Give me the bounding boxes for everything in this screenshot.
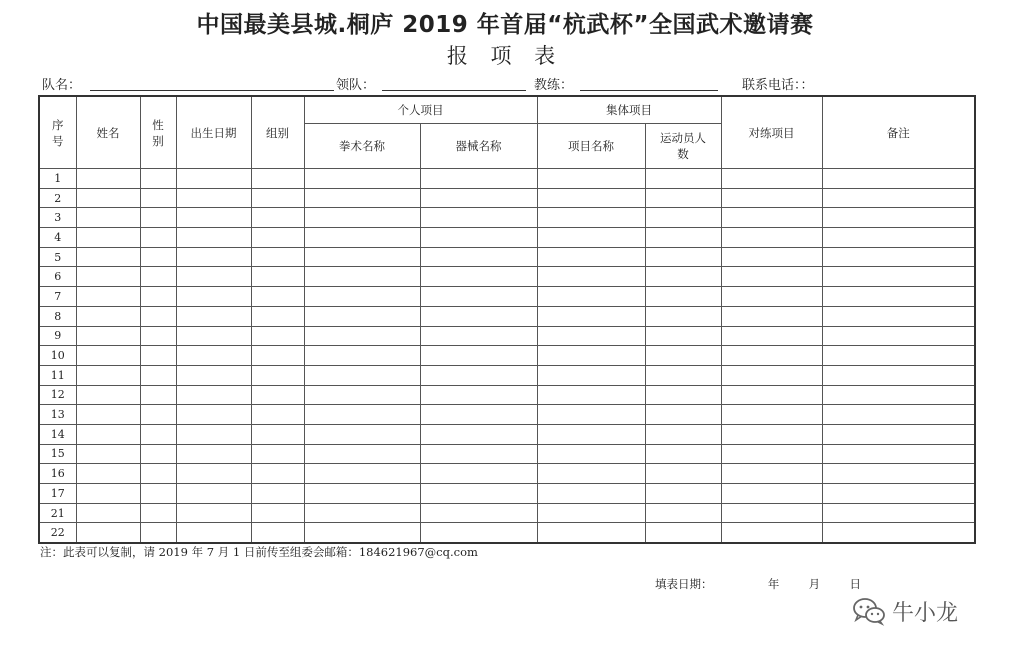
row-number: 11 bbox=[39, 365, 76, 385]
table-cell[interactable] bbox=[304, 424, 420, 444]
table-cell[interactable] bbox=[420, 405, 537, 425]
table-cell[interactable] bbox=[420, 267, 537, 287]
table-row bbox=[39, 464, 975, 484]
table-cell[interactable] bbox=[76, 188, 140, 208]
table-cell[interactable] bbox=[721, 247, 822, 267]
table-cell[interactable] bbox=[251, 464, 304, 484]
table-cell[interactable] bbox=[420, 208, 537, 228]
fill-date-month: 月 bbox=[808, 577, 821, 591]
table-cell[interactable] bbox=[304, 385, 420, 405]
table-cell[interactable] bbox=[822, 444, 975, 464]
table-row bbox=[39, 523, 975, 543]
table-cell[interactable] bbox=[645, 346, 721, 366]
table-cell[interactable] bbox=[721, 208, 822, 228]
table-cell[interactable] bbox=[645, 306, 721, 326]
table-cell[interactable] bbox=[76, 464, 140, 484]
row-number: 13 bbox=[39, 405, 76, 425]
table-cell[interactable] bbox=[721, 405, 822, 425]
table-cell[interactable] bbox=[140, 287, 176, 307]
wechat-icon bbox=[852, 596, 886, 626]
table-cell[interactable] bbox=[537, 503, 645, 523]
table-cell[interactable] bbox=[822, 346, 975, 366]
table-cell[interactable] bbox=[721, 484, 822, 504]
table-cell[interactable] bbox=[176, 365, 251, 385]
table-cell[interactable] bbox=[251, 503, 304, 523]
table-row bbox=[39, 385, 975, 405]
table-cell[interactable] bbox=[176, 247, 251, 267]
table-cell[interactable] bbox=[822, 208, 975, 228]
table-cell[interactable] bbox=[420, 424, 537, 444]
table-cell[interactable] bbox=[822, 287, 975, 307]
table-cell[interactable] bbox=[251, 188, 304, 208]
table-cell[interactable] bbox=[537, 484, 645, 504]
table-cell[interactable] bbox=[822, 326, 975, 346]
table-cell[interactable] bbox=[822, 247, 975, 267]
table-cell[interactable] bbox=[140, 228, 176, 248]
table-cell[interactable] bbox=[251, 424, 304, 444]
table-cell[interactable] bbox=[822, 267, 975, 287]
table-cell[interactable] bbox=[537, 346, 645, 366]
table-cell[interactable] bbox=[176, 523, 251, 543]
table-cell[interactable] bbox=[76, 306, 140, 326]
table-cell[interactable] bbox=[76, 267, 140, 287]
table-cell[interactable] bbox=[304, 306, 420, 326]
table-cell[interactable] bbox=[645, 326, 721, 346]
table-cell[interactable] bbox=[822, 228, 975, 248]
header-team-events: 集体项目 bbox=[537, 96, 721, 124]
table-cell[interactable] bbox=[304, 326, 420, 346]
table-cell[interactable] bbox=[140, 169, 176, 189]
table-cell[interactable] bbox=[176, 326, 251, 346]
row-number: 22 bbox=[39, 523, 76, 543]
table-cell[interactable] bbox=[140, 247, 176, 267]
table-cell[interactable] bbox=[176, 385, 251, 405]
table-cell[interactable] bbox=[251, 247, 304, 267]
row-number: 7 bbox=[39, 287, 76, 307]
table-cell[interactable] bbox=[76, 346, 140, 366]
table-cell[interactable] bbox=[420, 523, 537, 543]
table-cell[interactable] bbox=[176, 208, 251, 228]
header-seq: 序 号 bbox=[39, 96, 76, 169]
header-fist-name: 拳术名称 bbox=[304, 124, 420, 169]
table-row bbox=[39, 247, 975, 267]
table-cell[interactable] bbox=[304, 523, 420, 543]
form-title: 中国最美县城.桐庐 2019 年首届“杭武杯”全国武术邀请赛 bbox=[196, 12, 814, 38]
table-cell[interactable] bbox=[645, 287, 721, 307]
table-cell[interactable] bbox=[140, 267, 176, 287]
leader-field[interactable] bbox=[382, 90, 526, 91]
table-cell[interactable] bbox=[251, 385, 304, 405]
table-cell[interactable] bbox=[721, 287, 822, 307]
table-cell[interactable] bbox=[645, 405, 721, 425]
header-individual-events: 个人项目 bbox=[304, 96, 537, 124]
table-cell[interactable] bbox=[140, 523, 176, 543]
table-cell[interactable] bbox=[304, 464, 420, 484]
watermark-text: 牛小龙 bbox=[892, 600, 959, 626]
table-cell[interactable] bbox=[304, 169, 420, 189]
table-cell[interactable] bbox=[537, 169, 645, 189]
row-number: 8 bbox=[39, 306, 76, 326]
table-cell[interactable] bbox=[251, 208, 304, 228]
registration-table bbox=[38, 95, 976, 544]
table-cell[interactable] bbox=[721, 326, 822, 346]
table-cell[interactable] bbox=[645, 484, 721, 504]
table-cell[interactable] bbox=[537, 326, 645, 346]
table-cell[interactable] bbox=[76, 523, 140, 543]
table-cell[interactable] bbox=[537, 306, 645, 326]
table-cell[interactable] bbox=[420, 464, 537, 484]
table-row bbox=[39, 208, 975, 228]
row-number: 9 bbox=[39, 326, 76, 346]
table-cell[interactable] bbox=[140, 208, 176, 228]
table-cell[interactable] bbox=[176, 169, 251, 189]
table-cell[interactable] bbox=[304, 346, 420, 366]
table-cell[interactable] bbox=[251, 228, 304, 248]
table-cell[interactable] bbox=[537, 523, 645, 543]
table-row bbox=[39, 326, 975, 346]
row-number: 12 bbox=[39, 385, 76, 405]
table-row bbox=[39, 444, 975, 464]
row-number: 2 bbox=[39, 188, 76, 208]
table-cell[interactable] bbox=[645, 267, 721, 287]
table-cell[interactable] bbox=[76, 365, 140, 385]
table-cell[interactable] bbox=[721, 464, 822, 484]
table-cell[interactable] bbox=[537, 405, 645, 425]
table-cell[interactable] bbox=[537, 247, 645, 267]
table-cell[interactable] bbox=[176, 267, 251, 287]
header-sparring: 对练项目 bbox=[721, 96, 822, 169]
table-cell[interactable] bbox=[251, 523, 304, 543]
table-cell[interactable] bbox=[420, 247, 537, 267]
table-cell[interactable] bbox=[721, 365, 822, 385]
table-cell[interactable] bbox=[140, 424, 176, 444]
table-cell[interactable] bbox=[76, 405, 140, 425]
phone-label: 联系电话：： bbox=[742, 78, 814, 93]
table-cell[interactable] bbox=[721, 188, 822, 208]
table-cell[interactable] bbox=[176, 405, 251, 425]
table-cell[interactable] bbox=[304, 287, 420, 307]
table-cell[interactable] bbox=[420, 365, 537, 385]
table-cell[interactable] bbox=[304, 228, 420, 248]
team-label: 队名： bbox=[42, 78, 82, 93]
row-number: 14 bbox=[39, 424, 76, 444]
table-row bbox=[39, 188, 975, 208]
header-birth-date: 出生日期 bbox=[176, 96, 251, 169]
table-cell[interactable] bbox=[176, 346, 251, 366]
table-cell[interactable] bbox=[645, 208, 721, 228]
table-cell[interactable] bbox=[140, 306, 176, 326]
table-cell[interactable] bbox=[76, 247, 140, 267]
table-cell[interactable] bbox=[721, 444, 822, 464]
table-row bbox=[39, 346, 975, 366]
table-cell[interactable] bbox=[822, 385, 975, 405]
table-cell[interactable] bbox=[537, 267, 645, 287]
table-cell[interactable] bbox=[176, 424, 251, 444]
row-number: 15 bbox=[39, 444, 76, 464]
table-cell[interactable] bbox=[420, 306, 537, 326]
table-cell[interactable] bbox=[176, 287, 251, 307]
table-cell[interactable] bbox=[140, 188, 176, 208]
table-cell[interactable] bbox=[645, 523, 721, 543]
table-cell[interactable] bbox=[537, 385, 645, 405]
header-gender: 性 别 bbox=[140, 96, 176, 169]
table-cell[interactable] bbox=[645, 228, 721, 248]
table-cell[interactable] bbox=[420, 385, 537, 405]
table-cell[interactable] bbox=[251, 306, 304, 326]
table-cell[interactable] bbox=[420, 484, 537, 504]
table-cell[interactable] bbox=[140, 385, 176, 405]
table-body bbox=[39, 169, 975, 544]
watermark bbox=[852, 596, 958, 626]
table-cell[interactable] bbox=[176, 188, 251, 208]
table-cell[interactable] bbox=[645, 188, 721, 208]
header-name: 姓名 bbox=[76, 96, 140, 169]
fill-date-label: 填表日期： bbox=[655, 577, 713, 591]
row-number: 17 bbox=[39, 484, 76, 504]
table-cell[interactable] bbox=[721, 424, 822, 444]
header-remarks: 备注 bbox=[822, 96, 975, 169]
table-cell[interactable] bbox=[822, 523, 975, 543]
fill-date bbox=[655, 576, 861, 592]
table-cell[interactable] bbox=[251, 405, 304, 425]
table-cell[interactable] bbox=[420, 503, 537, 523]
coach-label: 教练： bbox=[534, 78, 574, 93]
table-row bbox=[39, 484, 975, 504]
table-cell[interactable] bbox=[304, 484, 420, 504]
table-cell[interactable] bbox=[76, 385, 140, 405]
table-cell[interactable] bbox=[76, 503, 140, 523]
row-number: 21 bbox=[39, 503, 76, 523]
table-cell[interactable] bbox=[176, 228, 251, 248]
table-cell[interactable] bbox=[721, 267, 822, 287]
table-cell[interactable] bbox=[537, 365, 645, 385]
table-row bbox=[39, 424, 975, 444]
row-number: 10 bbox=[39, 346, 76, 366]
table-row bbox=[39, 365, 975, 385]
table-cell[interactable] bbox=[251, 346, 304, 366]
table-cell[interactable] bbox=[537, 444, 645, 464]
table-cell[interactable] bbox=[140, 484, 176, 504]
table-cell[interactable] bbox=[140, 464, 176, 484]
table-cell[interactable] bbox=[645, 169, 721, 189]
table-row bbox=[39, 306, 975, 326]
table-cell[interactable] bbox=[76, 287, 140, 307]
header-group: 组别 bbox=[251, 96, 304, 169]
table-cell[interactable] bbox=[645, 464, 721, 484]
table-cell[interactable] bbox=[76, 444, 140, 464]
table-cell[interactable] bbox=[176, 444, 251, 464]
table-cell[interactable] bbox=[822, 405, 975, 425]
table-cell[interactable] bbox=[304, 365, 420, 385]
table-cell[interactable] bbox=[721, 523, 822, 543]
table-row bbox=[39, 405, 975, 425]
table-cell[interactable] bbox=[822, 365, 975, 385]
coach-field[interactable] bbox=[580, 90, 718, 91]
fill-date-year: 年 bbox=[767, 577, 780, 591]
table-cell[interactable] bbox=[251, 365, 304, 385]
table-cell[interactable] bbox=[537, 424, 645, 444]
table-cell[interactable] bbox=[304, 444, 420, 464]
table-cell[interactable] bbox=[304, 247, 420, 267]
leader-label: 领队： bbox=[336, 78, 376, 93]
row-number: 4 bbox=[39, 228, 76, 248]
table-cell[interactable] bbox=[645, 365, 721, 385]
table-cell[interactable] bbox=[645, 247, 721, 267]
footnote: 注：此表可以复制，请 2019 年 7 月 1 日前传至组委会邮箱：184621967@cq.com bbox=[40, 545, 478, 559]
header-athlete-count: 运动员人 数 bbox=[645, 124, 721, 169]
table-cell[interactable] bbox=[537, 208, 645, 228]
table-cell[interactable] bbox=[76, 484, 140, 504]
form-subtitle: 报 项 表 bbox=[446, 44, 564, 68]
table-cell[interactable] bbox=[140, 326, 176, 346]
table-cell[interactable] bbox=[420, 169, 537, 189]
row-number: 1 bbox=[39, 169, 76, 189]
table-row bbox=[39, 287, 975, 307]
table-cell[interactable] bbox=[251, 484, 304, 504]
table-cell[interactable] bbox=[176, 484, 251, 504]
table-cell[interactable] bbox=[721, 228, 822, 248]
table-cell[interactable] bbox=[420, 444, 537, 464]
table-cell[interactable] bbox=[537, 287, 645, 307]
table-cell[interactable] bbox=[721, 503, 822, 523]
table-row bbox=[39, 503, 975, 523]
table-cell[interactable] bbox=[645, 503, 721, 523]
table-cell[interactable] bbox=[140, 346, 176, 366]
table-cell[interactable] bbox=[304, 208, 420, 228]
row-number: 16 bbox=[39, 464, 76, 484]
table-cell[interactable] bbox=[721, 306, 822, 326]
table-cell[interactable] bbox=[537, 228, 645, 248]
table-cell[interactable] bbox=[76, 208, 140, 228]
table-cell[interactable] bbox=[176, 464, 251, 484]
table-cell[interactable] bbox=[537, 188, 645, 208]
table-cell[interactable] bbox=[645, 444, 721, 464]
table-cell[interactable] bbox=[176, 306, 251, 326]
table-cell[interactable] bbox=[822, 464, 975, 484]
table-cell[interactable] bbox=[721, 385, 822, 405]
table-cell[interactable] bbox=[420, 346, 537, 366]
table-cell[interactable] bbox=[251, 169, 304, 189]
table-cell[interactable] bbox=[140, 503, 176, 523]
table-row bbox=[39, 267, 975, 287]
table-cell[interactable] bbox=[304, 503, 420, 523]
table-cell[interactable] bbox=[645, 385, 721, 405]
table-cell[interactable] bbox=[721, 346, 822, 366]
table-cell[interactable] bbox=[76, 424, 140, 444]
table-cell[interactable] bbox=[251, 326, 304, 346]
table-cell[interactable] bbox=[251, 444, 304, 464]
fill-date-day: 日 bbox=[849, 577, 861, 591]
table-row bbox=[39, 169, 975, 189]
header-weapon-name: 器械名称 bbox=[420, 124, 537, 169]
table-cell[interactable] bbox=[76, 228, 140, 248]
table-cell[interactable] bbox=[420, 287, 537, 307]
table-cell[interactable] bbox=[176, 503, 251, 523]
table-cell[interactable] bbox=[822, 169, 975, 189]
table-cell[interactable] bbox=[822, 306, 975, 326]
row-number: 6 bbox=[39, 267, 76, 287]
table-cell[interactable] bbox=[140, 444, 176, 464]
table-cell[interactable] bbox=[304, 405, 420, 425]
table-cell[interactable] bbox=[140, 365, 176, 385]
table-cell[interactable] bbox=[420, 188, 537, 208]
row-number: 3 bbox=[39, 208, 76, 228]
header-item-name: 项目名称 bbox=[537, 124, 645, 169]
table-row bbox=[39, 228, 975, 248]
table-cell[interactable] bbox=[304, 188, 420, 208]
table-cell[interactable] bbox=[822, 424, 975, 444]
table-cell[interactable] bbox=[822, 188, 975, 208]
row-number: 5 bbox=[39, 247, 76, 267]
table-cell[interactable] bbox=[537, 464, 645, 484]
team-field[interactable] bbox=[90, 90, 334, 91]
table-cell[interactable] bbox=[251, 267, 304, 287]
table-cell[interactable] bbox=[420, 228, 537, 248]
table-cell[interactable] bbox=[420, 326, 537, 346]
table-cell[interactable] bbox=[721, 169, 822, 189]
table-cell[interactable] bbox=[76, 326, 140, 346]
table-cell[interactable] bbox=[822, 503, 975, 523]
table-cell[interactable] bbox=[304, 267, 420, 287]
table-cell[interactable] bbox=[251, 287, 304, 307]
table-cell[interactable] bbox=[822, 484, 975, 504]
table-cell[interactable] bbox=[140, 405, 176, 425]
table-cell[interactable] bbox=[76, 169, 140, 189]
table-cell[interactable] bbox=[645, 424, 721, 444]
